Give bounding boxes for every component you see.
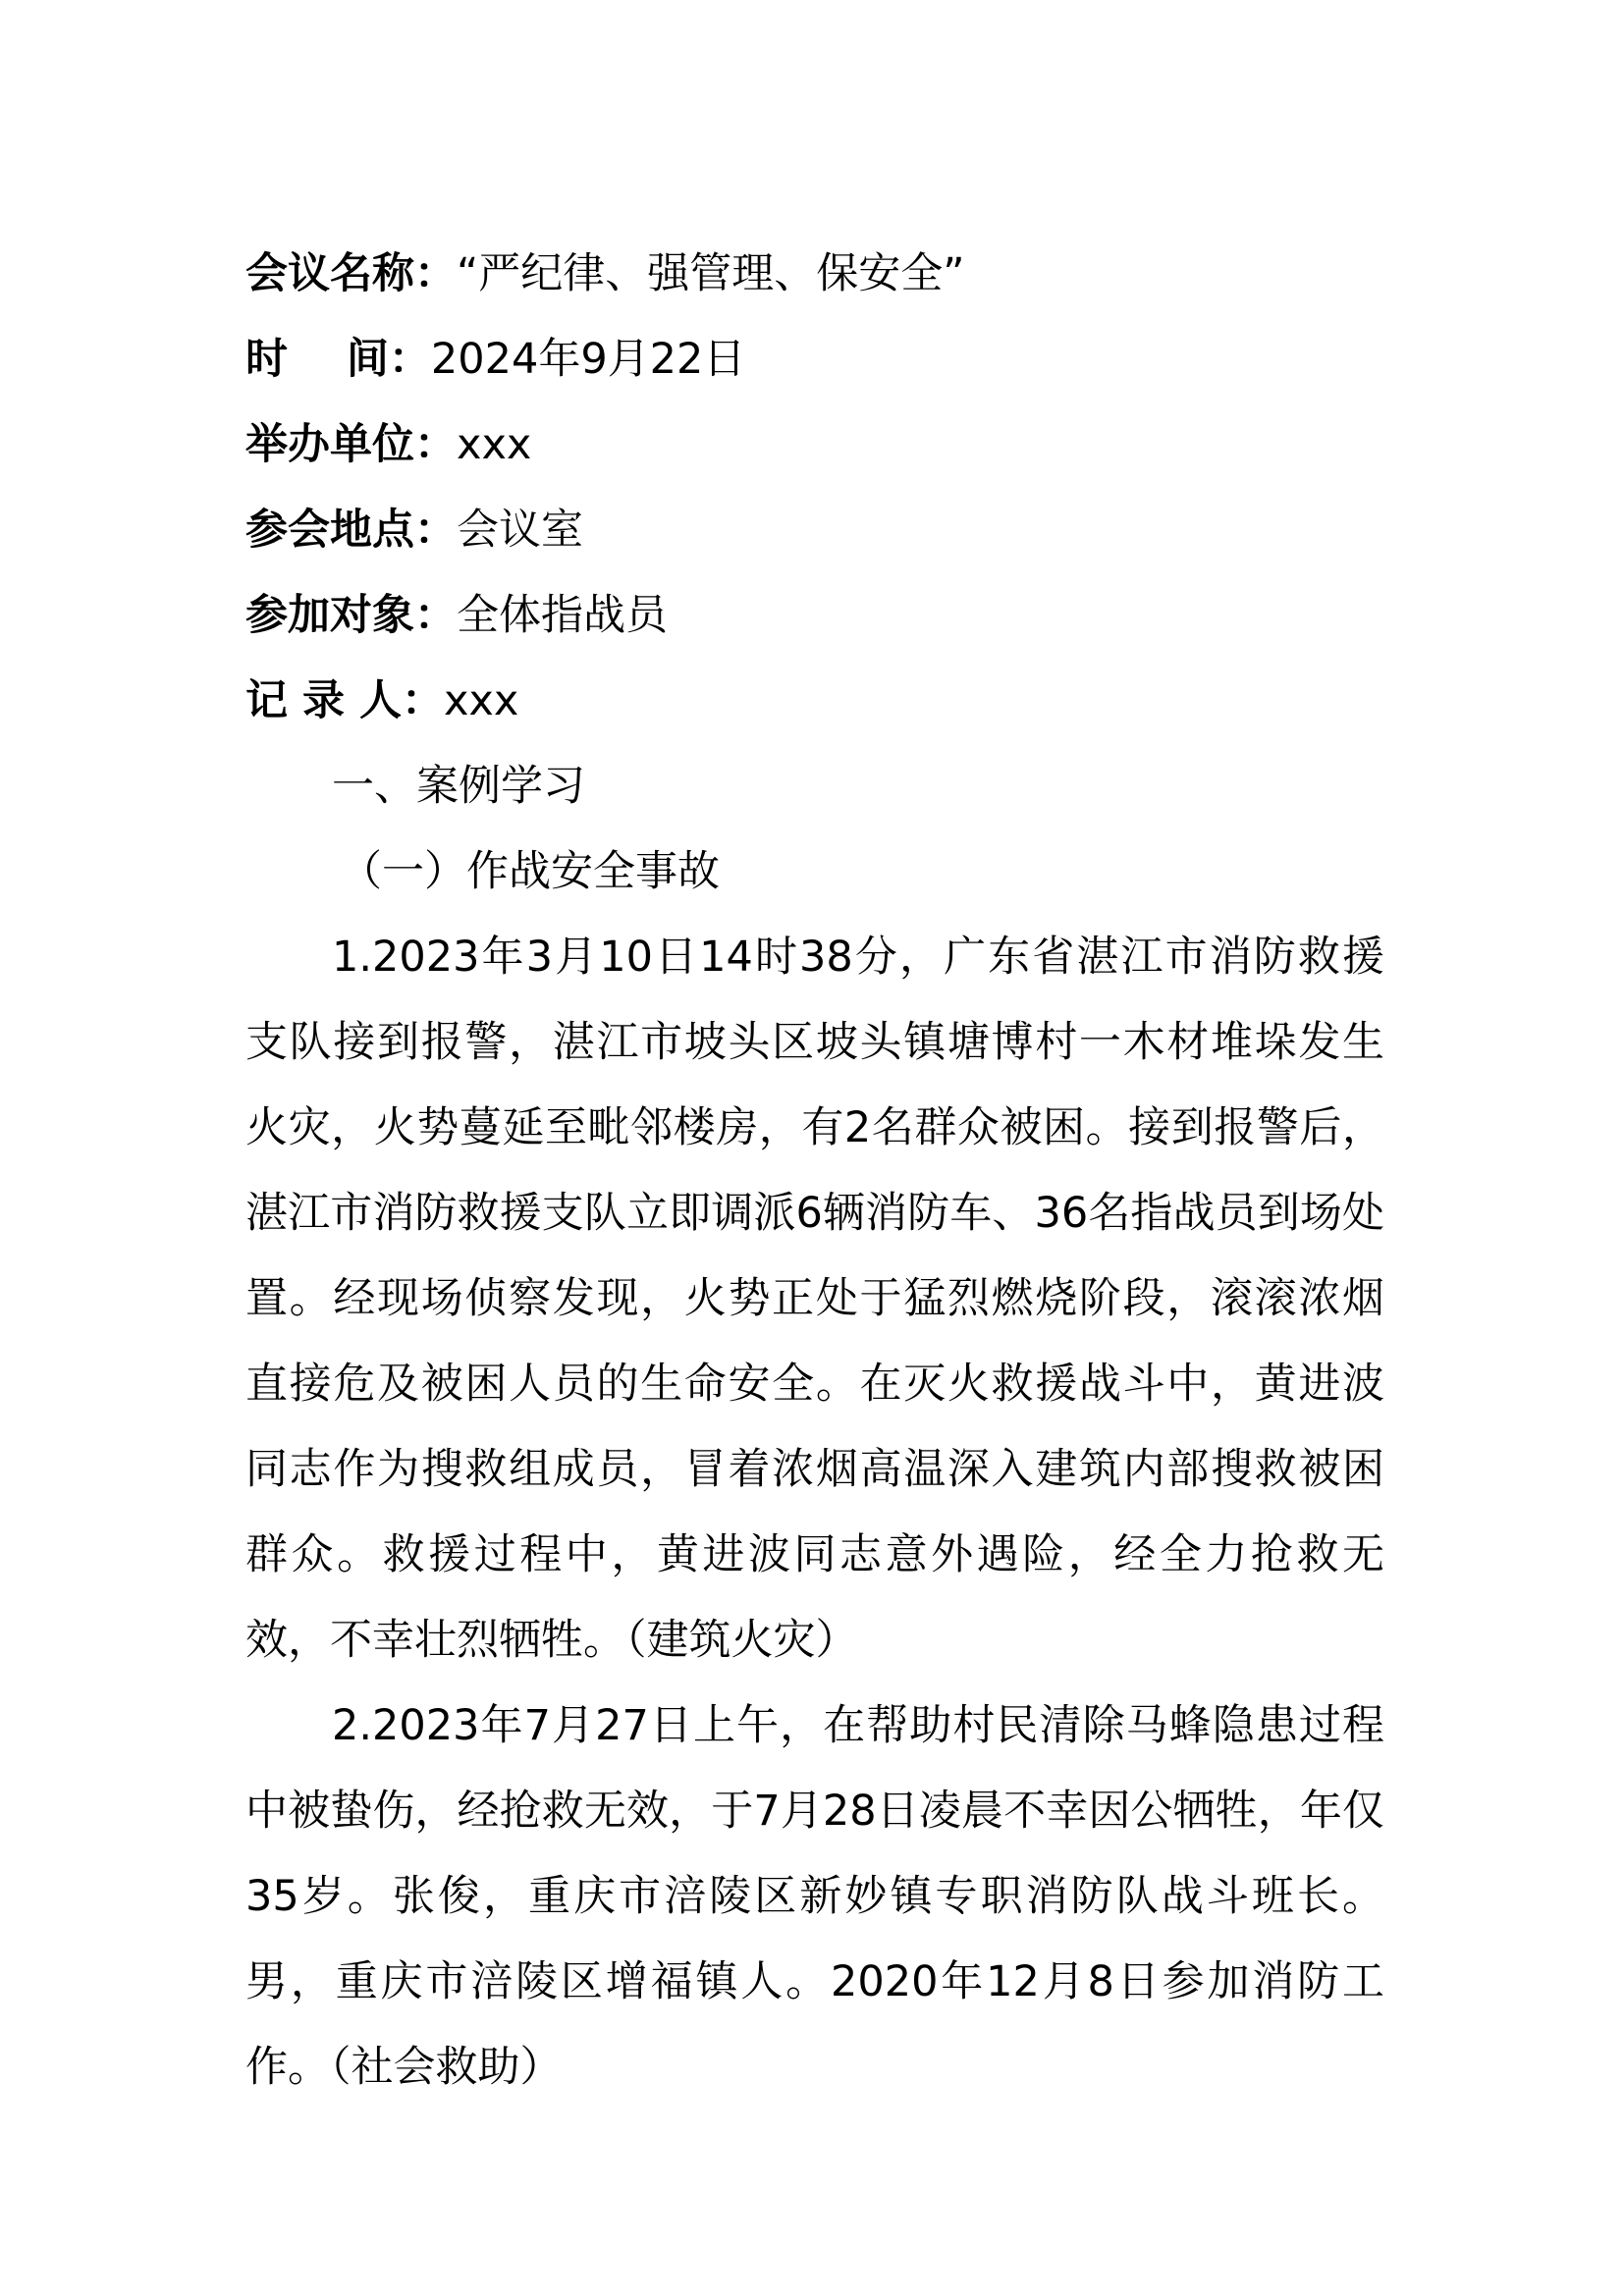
meeting-attendees-value: 全体指战员 — [457, 591, 668, 640]
document-body — [245, 232, 1384, 2110]
meeting-name-label: 会议名称： — [245, 249, 457, 298]
meeting-place-label: 参会地点： — [245, 506, 457, 555]
section-heading-case-study: 一、案例学习 — [332, 762, 585, 811]
meeting-place-value: 会议室 — [457, 506, 583, 555]
meeting-recorder-label: 记 录 人： — [245, 676, 444, 725]
subsection-heading-combat-safety: （一）作战安全事故 — [340, 847, 720, 896]
case-paragraph-2: 2.2023年7月27日上午，在帮助村民清除马蜂隐患过程中被蛰伤，经抢救无效，于7月28日凌晨不幸因公牺牲，年仅35岁。张俊，重庆市涪陵区新妙镇专职消防队战斗班长。男，重庆市涪陵区增福镇人。2020年12月8日参加消防工作。（社会救助） — [245, 1701, 1384, 2092]
meeting-name-line — [245, 232, 1384, 317]
meeting-time-line — [245, 317, 1384, 402]
meeting-recorder-line — [245, 659, 1384, 744]
meeting-attendees-label: 参加对象： — [245, 591, 457, 640]
meeting-host-line — [245, 402, 1384, 488]
meeting-attendees-line — [245, 573, 1384, 659]
meeting-recorder-value: xxx — [443, 676, 519, 725]
meeting-name-value: “严纪律、强管理、保安全” — [457, 249, 965, 298]
meeting-place-line — [245, 488, 1384, 573]
meeting-time-label: 时 间： — [245, 335, 431, 384]
meeting-time-value: 2024年9月22日 — [430, 335, 746, 384]
meeting-host-value: xxx — [457, 420, 532, 469]
meeting-host-label: 举办单位： — [245, 420, 457, 469]
case-paragraph-1: 1.2023年3月10日14时38分，广东省湛江市消防救援支队接到报警，湛江市坡头区坡头镇塘博村一木材堆垛发生火灾，火势蔓延至毗邻楼房，有2名群众被困。接到报警后，湛江市消防救援支队立即调派6辆消防车、36名指战员到场处置。经现场侦察发现，火势正处于猛烈燃烧阶段，滚滚浓烟直接危及被困人员的生命安全。在灭火救援战斗中，黄进波同志作为搜救组成员，冒着浓烟高温深入建筑内部搜救被困群众。救援过程中，黄进波同志意外遇险，经全力抢救无效，不幸壮烈牺牲。（建筑火灾） — [245, 933, 1384, 1665]
